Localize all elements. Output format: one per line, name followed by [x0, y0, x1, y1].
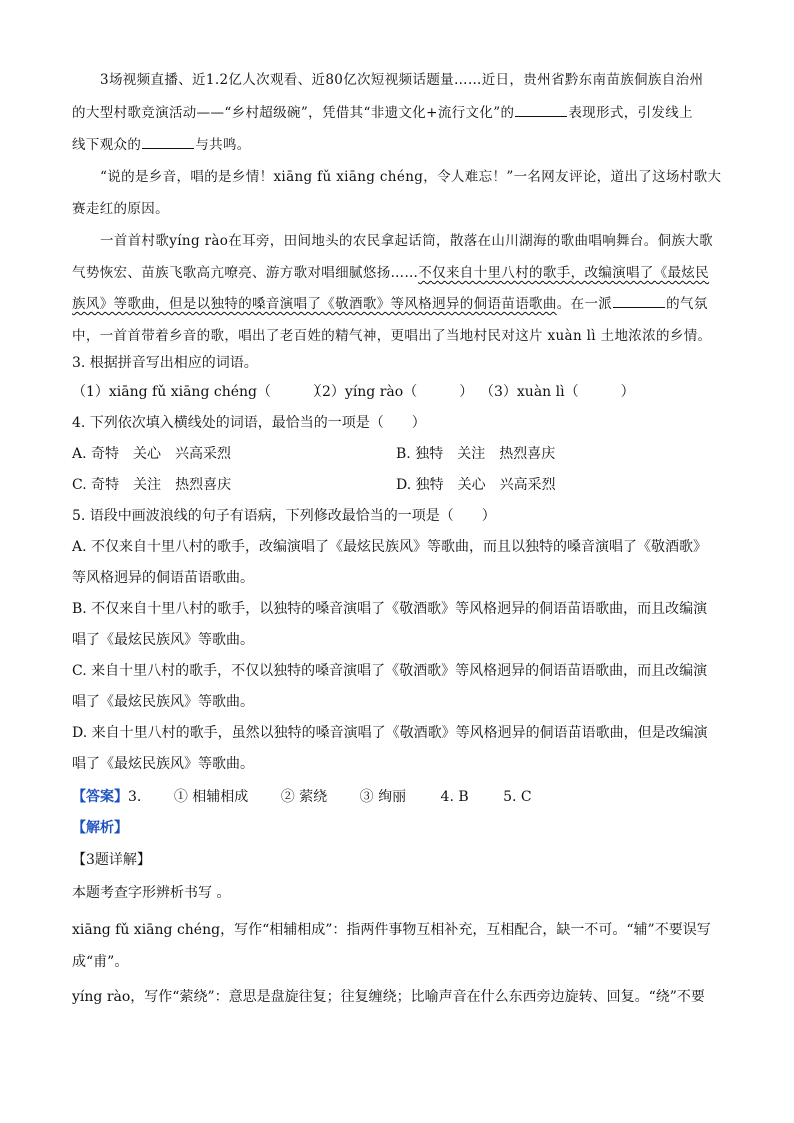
answer-line — [72, 786, 532, 806]
q4-option-c: C. 奇特 关注 热烈喜庆 — [72, 477, 232, 493]
passage-text: 线下观众的 — [72, 137, 142, 153]
passage-line — [72, 133, 251, 153]
answer-q3-1: 相辅相成 — [192, 789, 249, 805]
fill-blank-3 — [613, 306, 665, 308]
q3-item-1: （1）xiāng fǔ xiāng chéng（ ） — [72, 384, 327, 400]
q4-stem: 4. 下列依次填入横线处的词语，最恰当的一项是（ ） — [72, 415, 426, 431]
q3-item-3: （3）xuàn lì（ ） — [480, 384, 635, 400]
q5-option-d: D. 来自十里八村的歌手，虽然以独特的嗓音演唱了《敬酒歌》等风格迥异的侗语苗语歌曲，但是改编演 — [72, 725, 708, 741]
passage-text: 。在一派 — [556, 296, 613, 312]
q3-stem: 3. 根据拼音写出相应的词语。 — [72, 355, 258, 371]
wavy-underlined-sentence: 不仅来自十里八村的歌手，改编演唱了《最炫民 — [418, 265, 710, 281]
explanation-line: 成“甫”。 — [72, 954, 129, 970]
circled-number-2: ② — [280, 789, 295, 805]
q5-option-c-cont: 唱了《最炫民族风》等歌曲。 — [72, 694, 254, 710]
passage-line — [72, 261, 709, 281]
analysis-intro: 本题考查字形辨析书写 。 — [72, 885, 231, 901]
passage-line: 中，一首首带着乡音的歌，唱出了老百姓的精气神，更唱出了当地村民对这片 xuàn lì 土地浓浓的乡情。 — [72, 328, 712, 344]
q5-option-a-cont: 等风格迥异的侗语苗语歌曲。 — [72, 570, 254, 586]
q5-option-a: A. 不仅来自十里八村的歌手，改编演唱了《最炫民族风》等歌曲，而且以独特的嗓音演唱了《敬酒歌》 — [72, 539, 708, 555]
q4-option-a: A. 奇特 关心 兴高采烈 — [72, 446, 232, 462]
q4-option-d: D. 独特 关心 兴高采烈 — [396, 477, 556, 493]
detail-title: 【3题详解】 — [72, 852, 151, 868]
analysis-tag: 【解析】 — [72, 820, 128, 836]
answer-q3-3: 绚丽 — [378, 789, 407, 805]
answer-q4: 4. B — [440, 789, 469, 805]
q5-option-b-cont: 唱了《最炫民族风》等歌曲。 — [72, 632, 254, 648]
answer-q3-label: 3. — [128, 789, 142, 805]
passage-text: 的大型村歌竞演活动——“乡村超级碗”，凭借其“非遗文化+流行文化”的 — [72, 105, 515, 121]
q5-option-b: B. 不仅来自十里八村的歌手，以独特的嗓音演唱了《敬酒歌》等风格迥异的侗语苗语歌曲，而且改编演 — [72, 601, 708, 617]
fill-blank-1 — [515, 115, 567, 117]
passage-line: “说的是乡音，唱的是乡情！xiāng fǔ xiāng chéng，令人难忘！”一名网友评论，道出了这场村歌大 — [100, 169, 722, 185]
passage-text: 表现形式，引发线上 — [568, 105, 693, 121]
answer-tag: 【答案】 — [72, 789, 128, 805]
passage-text: 的气氛 — [666, 296, 708, 312]
explanation-line: xiāng fǔ xiāng chéng，写作“相辅相成”：指两件事物互相补充，互相配合，缺一不可。“辅”不要误写 — [72, 922, 711, 938]
answer-q3-2: 萦绕 — [299, 789, 328, 805]
passage-text: 与共鸣。 — [195, 137, 251, 153]
fill-blank-2 — [142, 147, 194, 149]
q5-option-c: C. 来自十里八村的歌手，不仅以独特的嗓音演唱了《敬酒歌》等风格迥异的侗语苗语歌曲，而且改编演 — [72, 663, 708, 679]
q5-stem: 5. 语段中画波浪线的句子有语病，下列修改最恰当的一项是（ ） — [72, 508, 496, 524]
passage-text: 气势恢宏、苗族飞歌高亢嘹亮、游方歌对唱细腻悠扬…… — [72, 265, 419, 281]
answer-q5: 5. C — [503, 789, 532, 805]
circled-number-1: ① — [173, 789, 188, 805]
passage-line — [72, 101, 693, 121]
wavy-underlined-sentence: 族风》等歌曲，但是以独特的嗓音演唱了《敬酒歌》等风格迥异的侗语苗语歌曲 — [72, 296, 557, 312]
q4-option-b: B. 独特 关注 热烈喜庆 — [396, 446, 556, 462]
passage-line — [72, 292, 708, 312]
passage-line: 赛走红的原因。 — [72, 201, 169, 217]
explanation-line: yíng rào，写作“萦绕”：意思是盘旋往复；往复缠绕；比喻声音在什么东西旁边旋转、回复。“绕”不要 — [72, 989, 705, 1005]
passage-line: 3场视频直播、近1.2亿人次观看、近80亿次短视频话题量……近日，贵州省黔东南苗族侗族自治州 — [100, 72, 704, 88]
passage-line: 一首首村歌yíng rào在耳旁，田间地头的农民拿起话筒，散落在山川湖海的歌曲唱响舞台。侗族大歌 — [100, 233, 713, 249]
q5-option-d-cont: 唱了《最炫民族风》等歌曲。 — [72, 756, 254, 772]
q3-item-2: （2）yíng rào（ ） — [308, 384, 474, 400]
circled-number-3: ③ — [359, 789, 374, 805]
